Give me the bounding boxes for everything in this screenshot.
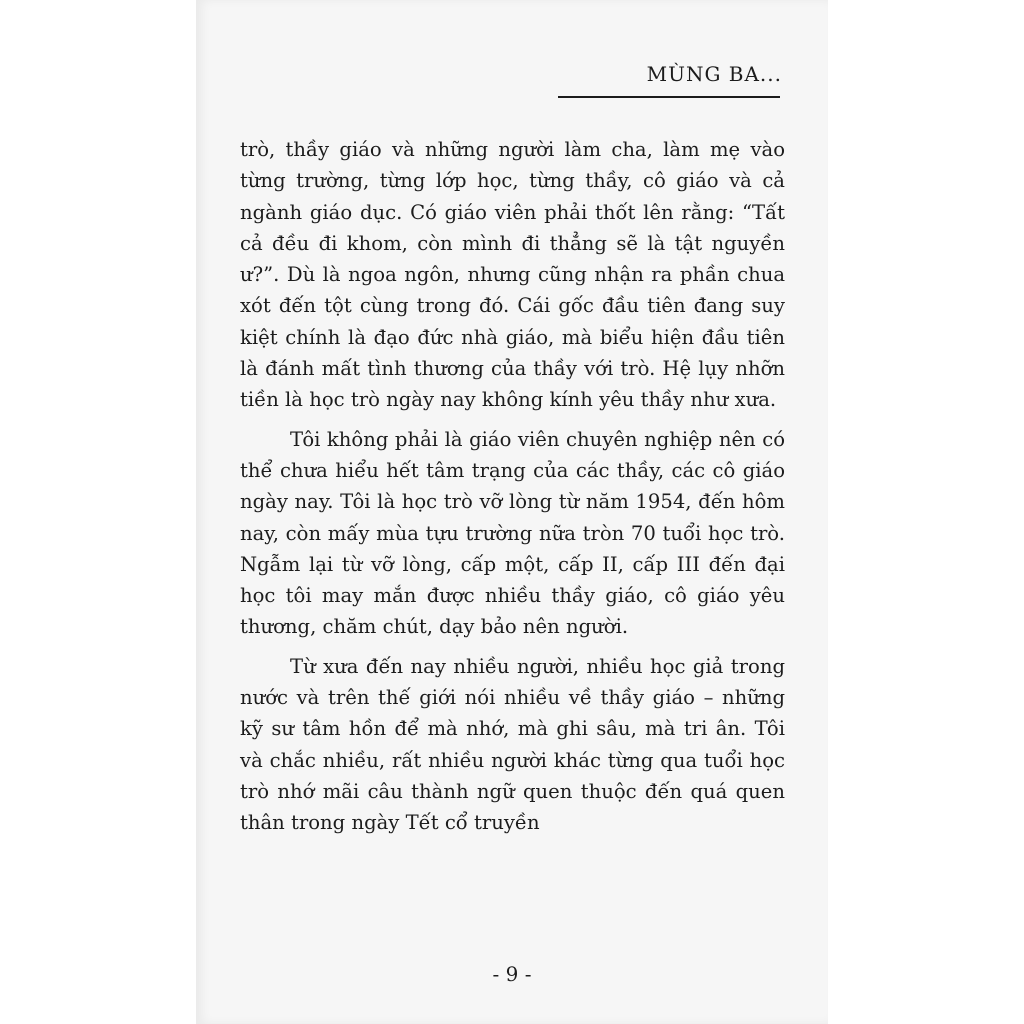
paragraph: Từ xưa đến nay nhiều người, nhiều học giả trong nước và trên thế giới nói nhiều về thầy giáo – những kỹ sư tâm hồn để mà nhớ, mà ghi sâu, mà tri ân. Tôi và chắc nhiều, rất nhiều người khác từng qua tuổi học trò nhớ mãi câu thành ngữ quen thuộc đến quá quen thân trong ngày Tết cổ truyền (240, 654, 785, 835)
body-text (240, 134, 785, 839)
page-number: - 9 - (492, 962, 532, 986)
paragraph: Tôi không phải là giáo viên chuyên nghiệp nên có thể chưa hiểu hết tâm trạng của các thầy, các cô giáo ngày nay. Tôi là học trò vỡ lòng từ năm 1954, đến hôm nay, còn mấy mùa tựu trường nữa tròn 70 tuổi học trò. Ngẫm lại từ vỡ lòng, cấp một, cấp II, cấp III đến đại học tôi may mắn được nhiều thầy giáo, cô giáo yêu thương, chăm chút, dạy bảo nên người. (240, 427, 785, 639)
book-page (196, 0, 828, 1024)
running-head: MÙNG BA... (646, 62, 782, 86)
paragraph-continued: trò, thầy giáo và những người làm cha, làm mẹ vào từng trường, từng lớp học, từng thầy, cô giáo và cả ngành giáo dục. Có giáo viên phải thốt lên rằng: “Tất cả đều đi khom, còn mình đi thẳng sẽ là tật nguyền ư?”. Dù là ngoa ngôn, nhưng cũng nhận ra phần chua xót đến tột cùng trong đó. Cái gốc đầu tiên đang suy kiệt chính là đạo đức nhà giáo, mà biểu hiện đầu tiên là đánh mất tình thương của thầy với trò. Hệ lụy nhỡn tiền là học trò ngày nay không kính yêu thầy như xưa. (240, 138, 785, 412)
header-rule (558, 96, 780, 98)
